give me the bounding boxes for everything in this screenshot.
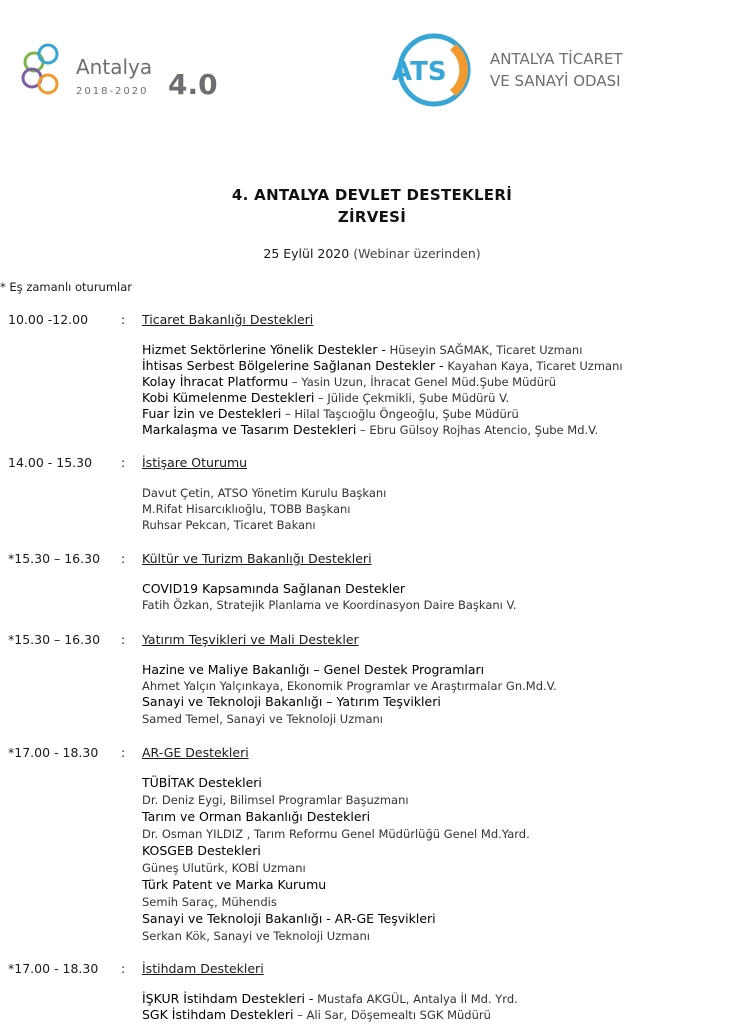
- agenda-item: [142, 711, 383, 727]
- agenda-item-speaker: Semih Saraç, Mühendis: [142, 895, 277, 909]
- agenda-item: [142, 678, 557, 694]
- doc-title-line1: 4. ANTALYA DEVLET DESTEKLERİ: [231, 186, 513, 204]
- session-separator: :: [121, 455, 126, 470]
- agenda-item-topic: Sanayi ve Teknoloji Bakanlığı - AR-GE Teşvikleri: [142, 911, 436, 926]
- session-title: İstişare Oturumu: [142, 455, 248, 470]
- agenda-item-speaker: Serkan Kök, Sanayi ve Teknoloji Uzmanı: [142, 929, 370, 943]
- agenda-item-speaker: Davut Çetin, ATSO Yönetim Kurulu Başkanı: [142, 486, 387, 500]
- agenda-item-speaker: – Hilal Taşcıoğlu Öngeoğlu, Şube Müdürü: [281, 407, 519, 421]
- agenda-item: [142, 485, 386, 501]
- agenda-item: [142, 1007, 491, 1023]
- date-main: 25 Eylül 2020: [263, 246, 350, 261]
- agenda-item-speaker: Ruhsar Pekcan, Ticaret Bakanı: [142, 518, 316, 532]
- logo-left-badge: 4.0: [168, 68, 218, 101]
- atso-logo: [386, 30, 686, 110]
- session-time: *15.30 – 16.30: [8, 632, 101, 647]
- agenda-item-speaker: – Yasin Uzun, İhracat Genel Müd.Şube Müdürü: [288, 375, 557, 389]
- agenda-item-speaker: – Jülide Çekmikli, Şube Müdürü V.: [314, 391, 510, 405]
- agenda-item-speaker: Dr. Osman YILDIZ , Tarım Reformu Genel Müdürlüğü Genel Md.Yard.: [142, 827, 530, 841]
- agenda-item-speaker: Samed Temel, Sanayi ve Teknoloji Uzmanı: [142, 711, 383, 726]
- agenda-item-topic: Kolay İhracat Platformu: [142, 374, 289, 389]
- agenda-item-topic: Hazine ve Maliye Bakanlığı – Genel Destek Programları: [142, 662, 485, 677]
- antalya-4-0-logo: [18, 40, 218, 110]
- agenda-item: [142, 911, 436, 927]
- agenda-item: [142, 517, 316, 533]
- agenda-item: [142, 928, 370, 944]
- session-title: Ticaret Bakanlığı Destekleri: [142, 312, 314, 327]
- logo-right-line2: VE SANAYİ ODASI: [490, 72, 621, 90]
- session-separator: :: [121, 312, 126, 327]
- agenda-item-topic: Fuar İzin ve Destekleri: [142, 406, 282, 421]
- agenda-item-speaker: Güneş Ulutürk, KOBİ Uzmanı: [142, 861, 306, 875]
- agenda-item-speaker: Fatih Özkan, Stratejik Planlama ve Koordinasyon Daire Başkanı V.: [142, 598, 517, 612]
- session-separator: :: [121, 551, 126, 566]
- agenda-item: [142, 843, 261, 859]
- session-time: 10.00 -12.00: [8, 312, 89, 327]
- agenda-item-topic: COVID19 Kapsamında Sağlanan Destekler: [142, 581, 406, 596]
- agenda-item-speaker: Dr. Deniz Eygi, Bilimsel Programlar Başuzmanı: [142, 793, 409, 807]
- agenda-item-speaker: – Ebru Gülsoy Rojhas Atencio, Şube Md.V.: [356, 423, 599, 437]
- agenda-item-topic: İhtisas Serbest Bölgelerine Sağlanan Destekler -: [142, 358, 444, 373]
- agenda-item-speaker: M.Rifat Hisarcıklıoğlu, TOBB Başkanı: [142, 502, 351, 516]
- agenda-item-topic: Türk Patent ve Marka Kurumu: [142, 877, 327, 892]
- agenda-item: [142, 894, 277, 910]
- agenda-item: [142, 826, 530, 842]
- agenda-item: [142, 581, 405, 597]
- session-time: 14.00 - 15.30: [8, 455, 93, 470]
- agenda-item: [142, 775, 262, 791]
- session-time: *17.00 - 18.30: [8, 961, 99, 976]
- footnote: * Eş zamanlı oturumlar: [0, 280, 133, 294]
- session-time: *17.00 - 18.30: [8, 745, 99, 760]
- session-title: AR-GE Destekleri: [142, 745, 249, 760]
- agenda-item-topic: TÜBİTAK Destekleri: [142, 775, 262, 790]
- agenda-item: [142, 374, 556, 390]
- agenda-item: [142, 860, 306, 876]
- agenda-item-speaker: – Ali Sar, Döşemealtı SGK Müdürü: [293, 1008, 491, 1022]
- session-separator: :: [121, 745, 126, 760]
- agenda-item: [142, 792, 409, 808]
- agenda-item: [142, 501, 351, 517]
- agenda-item: [142, 597, 517, 613]
- logo-left-name: Antalya: [76, 55, 153, 79]
- session-title: İstihdam Destekleri: [142, 961, 264, 976]
- agenda-item: [142, 809, 370, 825]
- logo-right-line1: ANTALYA TİCARET: [490, 50, 623, 68]
- agenda-item: [142, 406, 519, 422]
- agenda-item-topic: SGK İstihdam Destekleri: [142, 1007, 294, 1022]
- agenda-item: [142, 694, 441, 710]
- agenda-item-topic: Tarım ve Orman Bakanlığı Destekleri: [142, 809, 371, 824]
- agenda-item: [142, 991, 518, 1007]
- agenda-item: [142, 877, 326, 893]
- doc-title-line2: ZİRVESİ: [337, 208, 407, 226]
- logo-right-mark: ATS: [392, 57, 447, 87]
- agenda-item: [142, 390, 509, 406]
- agenda-item-topic: Sanayi ve Teknoloji Bakanlığı – Yatırım Teşvikleri: [142, 694, 441, 710]
- agenda-item: [142, 422, 598, 438]
- agenda-item-topic: İŞKUR İstihdam Destekleri -: [142, 991, 314, 1006]
- agenda-item: [142, 342, 582, 358]
- agenda-item-speaker: Mustafa AKGÜL, Antalya İl Md. Yrd.: [313, 992, 518, 1006]
- agenda-item-speaker: Kayahan Kaya, Ticaret Uzmanı: [443, 359, 623, 373]
- agenda-item-topic: Kobi Kümelenme Destekleri: [142, 390, 315, 405]
- session-separator: :: [121, 961, 126, 976]
- session-title: Kültür ve Turizm Bakanlığı Destekleri: [142, 551, 372, 566]
- clover-icon: [23, 45, 57, 93]
- session-time: *15.30 – 16.30: [8, 551, 101, 566]
- agenda-item-speaker: Hüseyin SAĞMAK, Ticaret Uzmanı: [385, 343, 583, 357]
- session-separator: :: [121, 632, 126, 647]
- agenda-item-topic: KOSGEB Destekleri: [142, 843, 261, 858]
- session-title: Yatırım Teşvikleri ve Mali Destekler: [142, 632, 359, 647]
- agenda-item: [142, 662, 484, 678]
- agenda-item-topic: Markalaşma ve Tasarım Destekleri: [142, 422, 357, 437]
- agenda-item-topic: Hizmet Sektörlerine Yönelik Destekler -: [142, 342, 386, 357]
- date-note: (Webinar üzerinden): [353, 246, 481, 261]
- event-date: [0, 246, 744, 261]
- logo-left-years: 2018-2020: [76, 86, 149, 97]
- agenda-item: [142, 358, 623, 374]
- agenda-item-speaker: Ahmet Yalçın Yalçınkaya, Ekonomik Programlar ve Araştırmalar Gn.Md.V.: [142, 679, 557, 694]
